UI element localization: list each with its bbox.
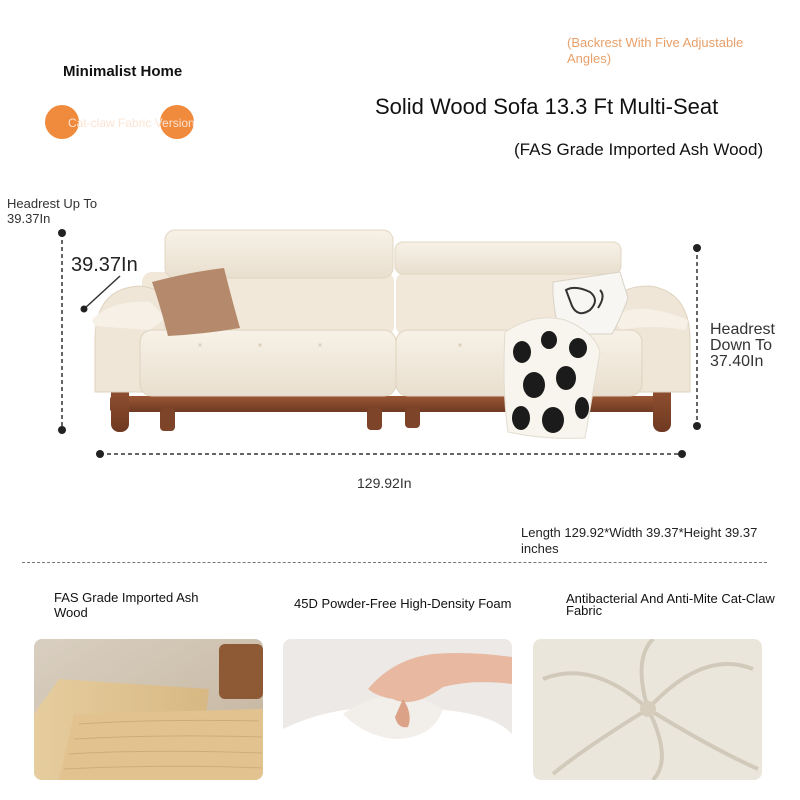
backrest-note: (Backrest With Five Adjustable Angles) [567,35,744,66]
feature-label-foam: 45D Powder-Free High-Density Foam [294,596,512,611]
wood-texture-image [34,639,263,780]
size-spec: Length 129.92*Width 39.37*Height 39.37 inches [521,525,758,556]
length-label: 129.92In [357,475,412,491]
product-title: Solid Wood Sofa 13.3 Ft Multi-Seat [375,94,719,119]
variant-label: Cat-claw Fabric Version [68,116,195,130]
depth-label: 39.37In [71,254,138,276]
feature-label-wood: FAS Grade Imported Ash Wood [54,590,199,620]
brand-name: Minimalist Home [63,63,183,80]
foam-image [283,639,512,780]
feature-label-fabric: Antibacterial And Anti-Mite Cat-Claw Fabric [566,591,775,618]
fabric-image [533,639,762,780]
product-subtitle: (FAS Grade Imported Ash Wood) [514,140,764,159]
headrest-down-label: Headrest Down To 37.40In [710,321,775,370]
section-divider [22,562,767,563]
headrest-up-label: Headrest Up To 39.37In [7,196,98,226]
